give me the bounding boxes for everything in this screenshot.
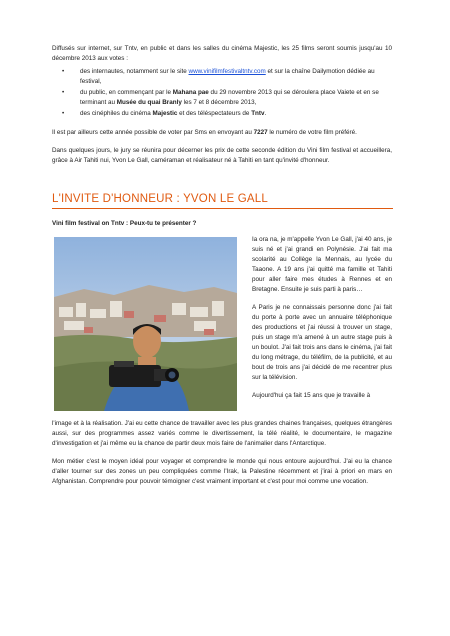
interview-paragraph: A Paris je ne connaissais personne donc j'ai fait du porte à porte avec un annuaire téléphonique des productions et j'ai réussi à trouver un stage, puis un stage m'a amené à un autre stage puis à un boulot. J'ai fait trois ans dans le cinéma, j'ai fait du long métrage, du téléfilm, de la publicité, et au bout de trois ans j'ai décidé de me recentrer plus sur la télévision. [252, 304, 392, 381]
interview-paragraph: l'image et à la réalisation. J'ai eu cette chance de travailler avec les plus grandes chaines françaises, quelques étrangères aussi, sur des programmes assez variés comme le divertissement, la télé réalité, le documentaire, le magazine d'investigation et j'ai même eu la chance de partir deux mois faire de l'animalier dans l'Antarctique. [52, 420, 392, 447]
sms-text: le numéro de votre film préféré. [267, 129, 357, 136]
bold-text: Majestic [152, 110, 178, 117]
interview-question: Vini film festival on Tntv : Peux-tu te présenter ? [52, 220, 197, 227]
festival-link[interactable]: www.vinifilmfestivaltntv.com [188, 68, 266, 75]
list-item-text: . [264, 110, 267, 117]
list-item-text: les 7 et 8 décembre 2013, [181, 99, 257, 106]
list-item-text: et des téléspectateurs de [177, 110, 252, 117]
list-item-text: du 29 novembre 2013 qui se déroulera place Vaiete et en se terminant au [80, 89, 379, 106]
interview-block [52, 235, 392, 417]
list-item [52, 88, 392, 108]
sms-paragraph [52, 128, 392, 138]
list-item [52, 109, 392, 119]
portrait-photo-illustration [54, 237, 237, 411]
interview-text-column [252, 235, 392, 401]
sms-number: 7227 [253, 129, 268, 136]
bullet-icon: • [62, 89, 65, 96]
interview-paragraph: Mon métier c'est le moyen idéal pour voyager et comprendre le monde qui nous entoure aujourd'hui. J'ai eu la chance d'aller tourner sur des zones un peu compliquées comme l'Irak, la Palestine récemment et j'irai à priori en mars en Afghanistan. Comprendre pour pouvoir témoigner c'est vraiment important et c'est pour moi comme une vocation. [52, 458, 392, 485]
jury-paragraph: Dans quelques jours, le jury se réunira pour décerner les prix de cette seconde édition du Vini film festival et accueillera, grâce à Air Tahiti nui, Yvon Le Gall, caméraman et réalisateur né à Tahiti en tant qu'invité d'honneur. [52, 147, 392, 164]
section-underline [52, 208, 393, 209]
votes-list [52, 67, 392, 119]
interview-paragraph: Aujourd'hui ça fait 15 ans que je travaille à [252, 392, 371, 399]
bold-text: Musée du quai Branly [116, 99, 182, 106]
list-item-text: et sur la chaîne Dailymotion dédiée au festival, [80, 68, 375, 85]
portrait-photo [54, 237, 237, 411]
bullet-icon: • [62, 110, 65, 117]
intro-paragraph: Diffusés sur internet, sur Tntv, en public et dans les salles du cinéma Majestic, les 25 films seront soumis jusqu'au 10 décembre 2013 aux votes : [52, 45, 392, 62]
bold-text: Tntv [251, 110, 265, 117]
interview-paragraph: Ia ora na, je m'appelle Yvon Le Gall, j'ai 40 ans, je suis né et j'ai grandi en Polynésie. J'ai fait ma scolarité au Collège la Mennais, au lycée du Taaone. A 19 ans j'ai quitté ma famille et Tahiti pour aller faire mes études à Rennes et en Bretagne. Ensuite je suis parti à paris… [252, 236, 392, 293]
list-item-text: des cinéphiles du cinéma [80, 110, 153, 117]
list-item [52, 67, 392, 87]
bullet-icon: • [62, 68, 65, 75]
section-title: L'INVITE D'HONNEUR : YVON LE GALL [52, 193, 268, 205]
list-item-text: du public, en commençant par le [80, 89, 173, 96]
sms-text: Il est par ailleurs cette année possible de voter par Sms en envoyant au [52, 129, 254, 136]
list-item-text: des internautes, notamment sur le site [80, 68, 189, 75]
bold-text: Mahana pae [172, 89, 209, 96]
